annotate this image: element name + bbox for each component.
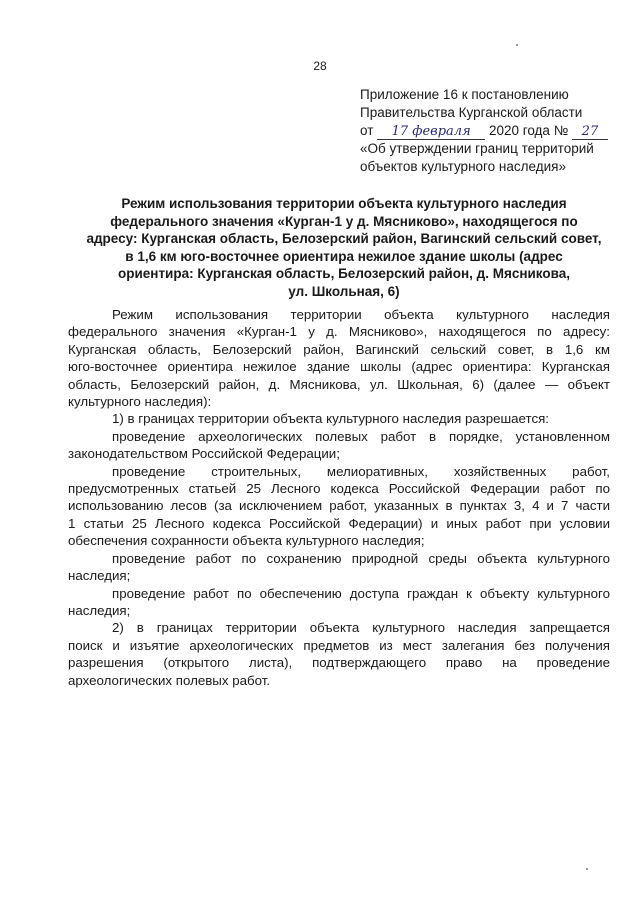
body-line: использованию лесов (за исключением работ, указанных в пунктах 3, 4 и 7 части [68,498,610,514]
handwritten-number: 27 [572,124,608,140]
title-line: ул. Школьная, 6) [288,283,400,299]
page-number: 28 [313,59,327,73]
title-line: ориентира: Курганская область, Белозерский район, д. Мясникова, [117,266,570,281]
appendix-year-text: 2020 года № [488,123,569,138]
appendix-line-2: Правительства Курганской области [360,105,583,120]
appendix-from-label: от [360,123,374,138]
body-line: культурного наследия): [68,394,212,410]
title-line: адресу: Курганская область, Белозерский район, Вагинский сельский совет, [86,231,602,246]
title-line: федерального значения «Курган-1 у д. Мясниково», находящегося по [110,213,578,229]
handwritten-date: 17 февраля [377,124,485,140]
body-line: область, Белозерский район, д. Мясникова, ул. Школьная, 6) (далее — объект [68,376,610,392]
body-line: обеспечения сохранности объекта культурного наследия; [68,533,425,549]
document-body [68,306,610,689]
appendix-line-1: Приложение 16 к постановлению [360,87,569,102]
body-line: археологических полевых работ. [68,672,271,688]
title-line: Режим использования территории объекта культурного наследия [121,196,567,211]
body-line: Режим использования территории объекта культурного наследия [112,307,610,322]
body-line: федерального значения «Курган-1 у д. Мясниково», находящегося по адресу: [68,324,610,340]
body-line: поиск и изъятие археологических предметов из мест залегания без получения [68,637,610,653]
body-line: 1 статьи 25 Лесного кодекса Российской Федерации) и иных работ при условии [68,515,610,531]
body-line: проведение строительных, мелиоративных, хозяйственных работ, [112,463,610,479]
body-line: 2) в границах территории объекта культурного наследия запрещается [112,620,610,636]
body-line: разрешения (открытого листа), подтверждающего право на проведение [68,655,610,671]
body-line: проведение археологических полевых работ в порядке, установленном [112,428,610,444]
body-line: наследия; [68,568,131,584]
body-line: Курганская область, Белозерский район, Вагинский сельский совет, в 1,6 км [68,341,610,357]
scan-speck [516,44,518,46]
body-line: законодательством Российской Федерации; [68,446,340,462]
body-line: юго-восточнее ориентира нежилое здание школы (адрес ориентира: Курганская [68,359,610,375]
appendix-line-4: «Об утверждении границ территорий [360,141,594,156]
title-line: в 1,6 км юго-восточнее ориентира нежилое здание школы (адрес [125,248,563,264]
body-line: 1) в границах территории объекта культурного наследия разрешается: [112,411,549,427]
body-line: проведение работ по обеспечению доступа граждан к объекту культурного [112,585,610,601]
appendix-line-3 [360,122,622,140]
body-line: проведение работ по сохранению природной среды объекта культурного [112,550,610,566]
body-line: наследия; [68,602,131,618]
document-title [64,195,624,300]
body-line: предусмотренных статьей 25 Лесного кодекса Российской Федерации работ по [68,481,610,497]
scan-speck [586,868,588,870]
appendix-line-5: объектов культурного наследия» [360,159,566,174]
appendix-header [360,86,622,176]
